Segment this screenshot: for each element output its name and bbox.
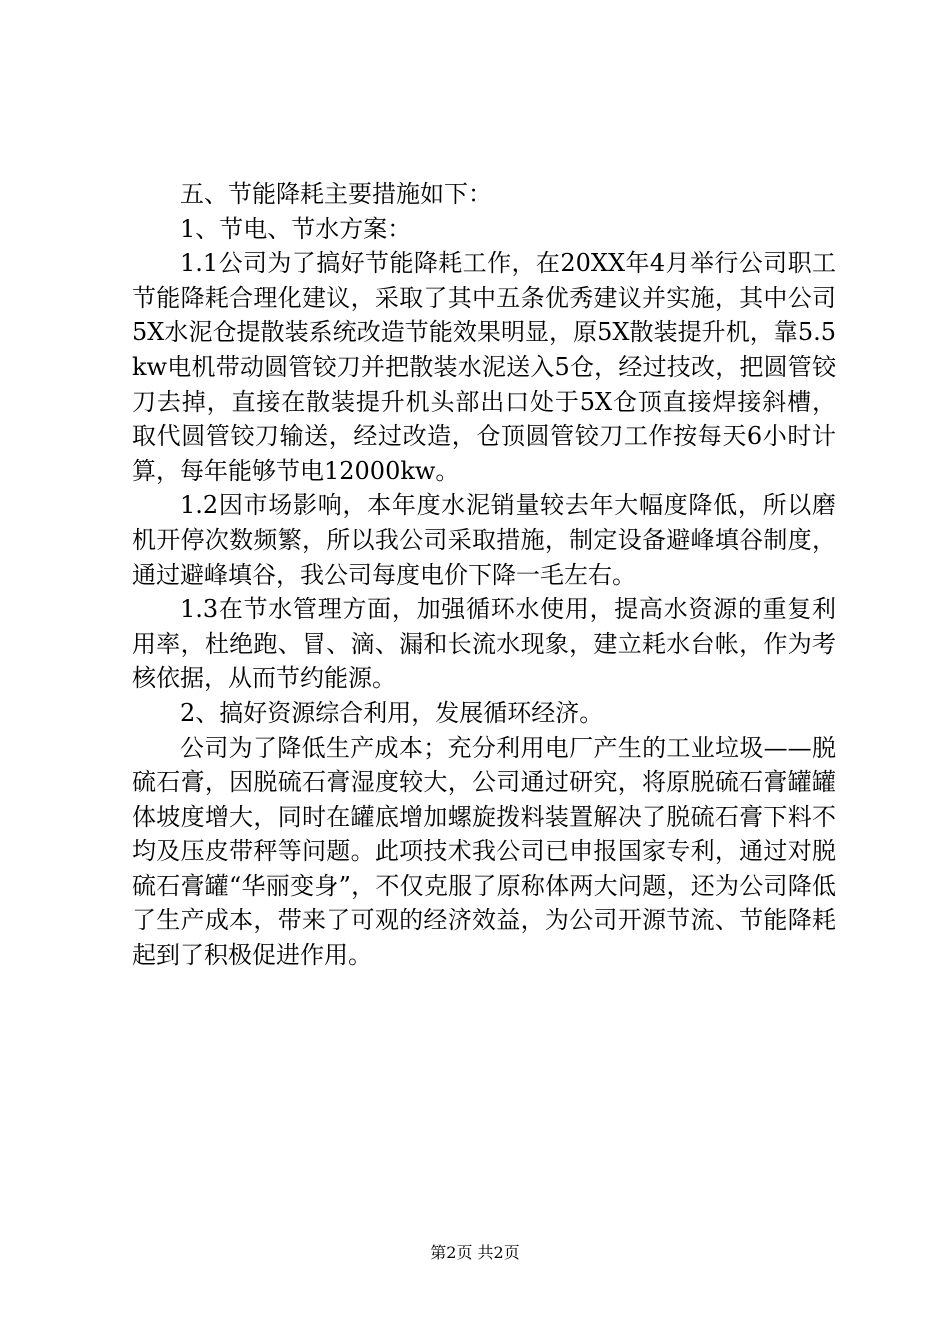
paragraph-1-1: 1.1公司为了搞好节能降耗工作，在20XX年4月举行公司职工节能降耗合理化建议，采取了其中五条优秀建议并实施，其中公司5X水泥仓提散装系统改造节能效果明显，原5X散装提升机，靠5.5kw电机带动圆管铰刀并把散装水泥送入5仓，经过技改，把圆管铰刀去掉，直接在散装提升机头部出口处于5X仓顶直接焊接斜槽，取代圆管铰刀输送，经过改造，仓顶圆管铰刀工作按每天6小时计算，每年能够节电12000kw。: [132, 249, 836, 485]
section-heading: 五、节能降耗主要措施如下：: [180, 180, 492, 208]
subsection-heading-2: 2、搞好资源综合利用，发展循环经济。: [180, 698, 604, 727]
paragraph-1-2: 1.2因市场影响，本年度水泥销量较去年大幅度降低，所以磨机开停次数频繁，所以我公司采取措施，制定设备避峰填谷制度，通过避峰填谷，我公司每度电价下降一毛左右。: [132, 491, 836, 589]
paragraph-1-3: 1.3在节水管理方面，加强循环水使用，提高水资源的重复利用率，杜绝跑、冒、滴、漏和长流水现象，建立耗水台帐，作为考核依据，从而节约能源。: [132, 595, 836, 693]
paragraph-2-body: 公司为了降低生产成本；充分利用电厂产生的工业垃圾——脱硫石膏，因脱硫石膏湿度较大，公司通过研究，将原脱硫石膏罐罐体坡度增大，同时在罐底增加螺旋拨料装置解决了脱硫石膏下料不均及压皮带秤等问题。此项技术我公司已申报国家专利，通过对脱硫石膏罐“华丽变身”，不仅克服了原称体两大问题，还为公司降低了生产成本，带来了可观的经济效益，为公司开源节流、节能降耗起到了积极促进作用。: [132, 733, 836, 970]
document-body: [132, 177, 836, 973]
page-footer: 第2页 共2页: [430, 1243, 520, 1262]
subsection-heading: 1、节电、节水方案：: [180, 214, 412, 243]
